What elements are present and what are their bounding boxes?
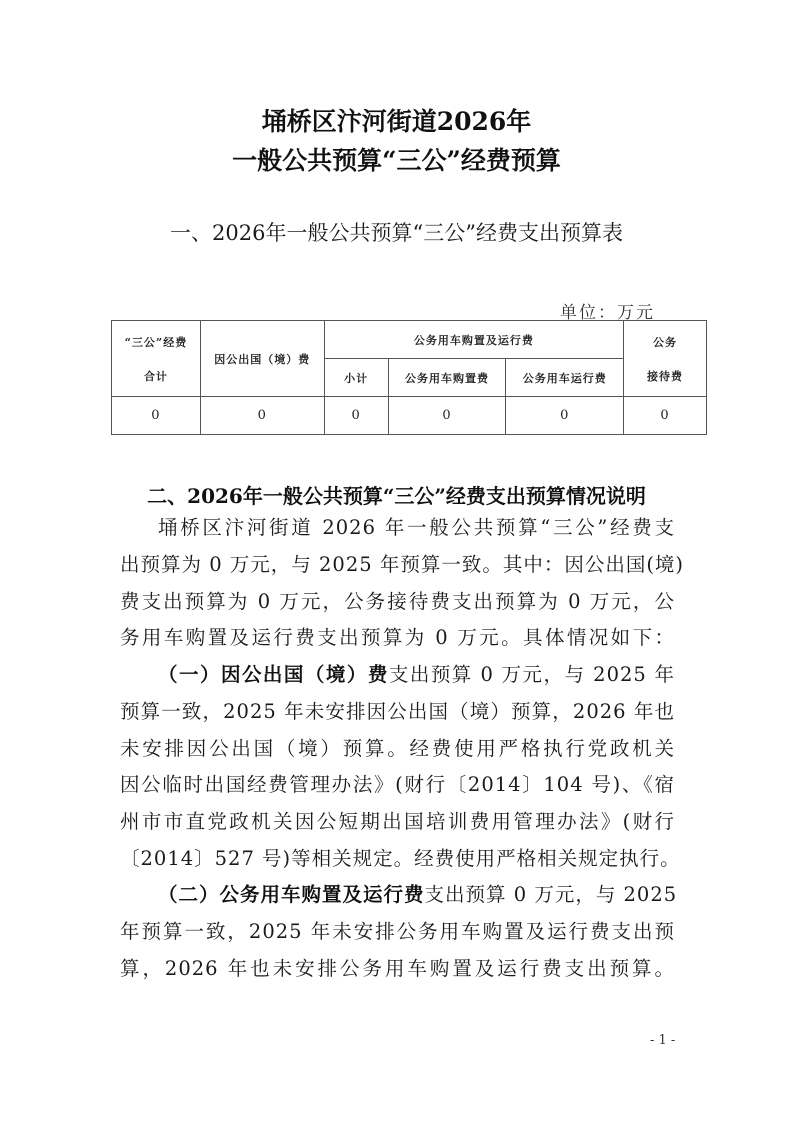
overseas-heading: （一）因公出国（境）费 [158, 663, 389, 686]
section-1-title: 一、2026年一般公共预算“三公”经费支出预算表 [170, 221, 623, 245]
document-title-line-2: 一般公共预算“三公”经费预算 [232, 146, 561, 175]
unit-label: 单位：万元 [560, 303, 655, 323]
value-overseas: 0 [200, 397, 324, 435]
header-total-top: “三公”经费 [124, 335, 188, 349]
header-vehicle-operation: 公务用车运行费 [506, 359, 624, 397]
header-reception-cell [624, 321, 707, 397]
paragraph-vehicle-expenses [120, 877, 678, 987]
paragraph-line: 务用车购置及运行费支出预算为 0 万元。具体情况如下： [120, 626, 675, 650]
paragraph-line: 预算一致，2025 年未安排因公出国（境）预算，2026 年也 [120, 699, 675, 723]
header-vehicle-group: 公务用车购置及运行费 [324, 321, 623, 359]
header-reception-top: 公务 [653, 335, 678, 349]
paragraph-line: 出预算为 0 万元，与 2025 年预算一致。其中：因公出国(境) [120, 552, 685, 576]
vehicle-first-line-text: 支出预算 0 万元，与 2025 [424, 883, 678, 906]
value-vehicle-purchase: 0 [388, 397, 506, 435]
three-public-expenses-table [111, 320, 707, 435]
paragraph-line: 州市市直党政机关因公短期出国培训费用管理办法》(财行 [120, 810, 675, 834]
header-total-cell [112, 321, 201, 397]
paragraph-line: 因公临时出国经费管理办法》(财行〔2014〕104 号)、《宿 [120, 773, 675, 797]
header-total-bottom: 合计 [143, 369, 168, 383]
value-reception: 0 [624, 397, 707, 435]
header-overseas: 因公出国（境）费 [200, 321, 324, 397]
paragraph-overseas-expenses [120, 657, 681, 878]
header-vehicle-subtotal: 小计 [324, 359, 388, 397]
overseas-first-line-text: 支出预算 0 万元，与 2025 年 [388, 663, 675, 686]
paragraph-line: 年预算一致，2025 年未安排公务用车购置及运行费支出预 [120, 919, 675, 943]
page-number: - 1 - [650, 1033, 676, 1048]
table-row [112, 397, 707, 435]
paragraph-line: 未安排因公出国（境）预算。经费使用严格执行党政机关 [120, 736, 675, 760]
table-header-row-1 [112, 321, 707, 359]
section-2-title: 二、2026年一般公共预算“三公”经费支出预算情况说明 [147, 484, 646, 508]
value-vehicle-operation: 0 [506, 397, 624, 435]
header-reception-bottom: 接待费 [647, 369, 684, 383]
paragraph-line: 算，2026 年也未安排公务用车购置及运行费支出预算。 [120, 956, 675, 980]
paragraph-line: 〔2014〕527 号)等相关规定。经费使用严格相关规定执行。 [120, 846, 681, 870]
header-vehicle-purchase: 公务用车购置费 [388, 359, 506, 397]
paragraph-overview [120, 510, 685, 657]
vehicle-heading: （二）公务用车购置及运行费 [158, 883, 425, 906]
paragraph-line: 费支出预算为 0 万元，公务接待费支出预算为 0 万元，公 [120, 589, 675, 613]
paragraph-line [120, 877, 678, 914]
paragraph-line [120, 657, 675, 694]
document-title-line-1: 埇桥区汴河街道2026年 [261, 107, 532, 136]
paragraph-line: 埇桥区汴河街道 2026 年一般公共预算“三公”经费支 [158, 516, 675, 539]
value-vehicle-subtotal: 0 [324, 397, 388, 435]
value-total: 0 [112, 397, 201, 435]
